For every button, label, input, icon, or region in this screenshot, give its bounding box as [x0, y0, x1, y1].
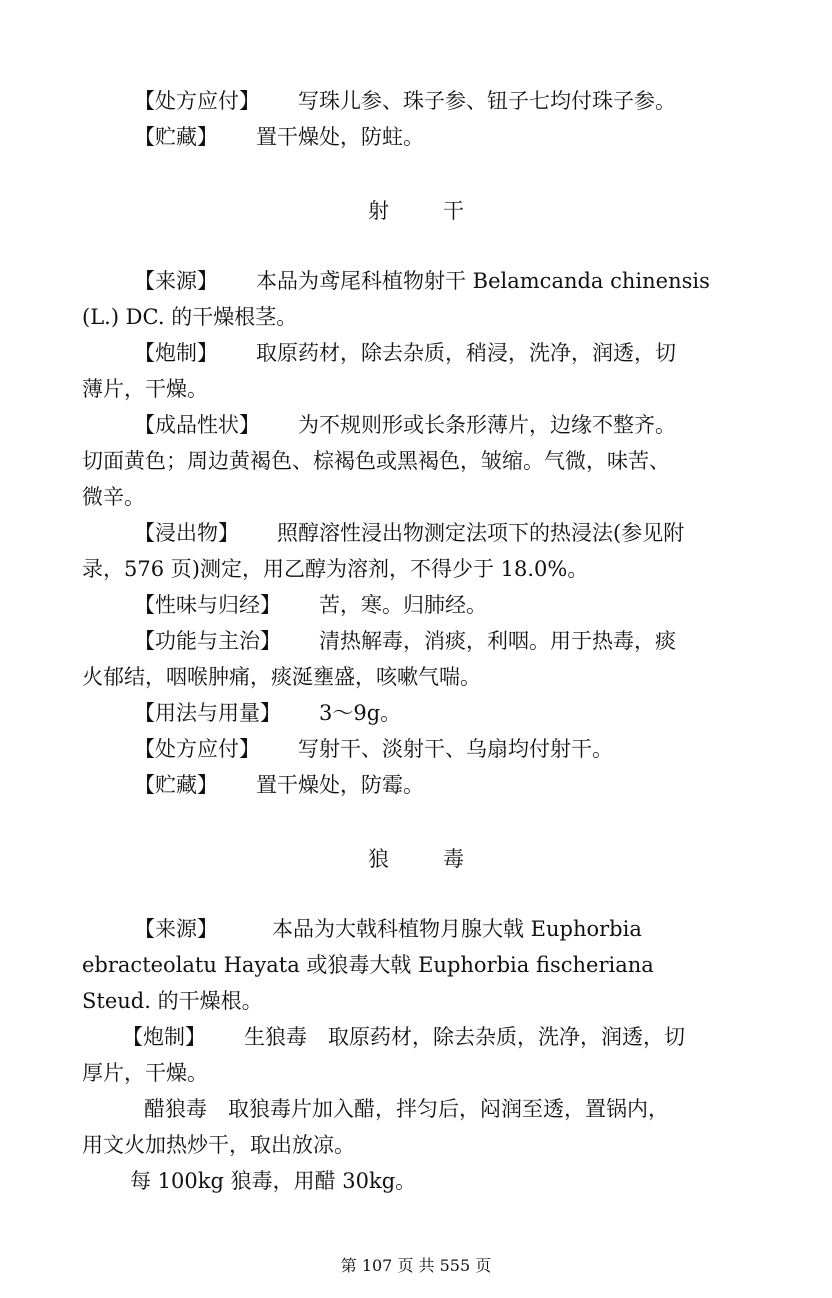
title-char-1: 射 [368, 199, 389, 223]
source-label: 【来源】 [134, 917, 218, 941]
page-footer [0, 1256, 832, 1276]
processing-text-1: 取原药材，除去杂质，稍浸，洗净，润透，切 [256, 341, 676, 365]
langdu-source-line-3 [82, 988, 263, 1014]
nature-line [134, 592, 487, 618]
source-text-2: ebracteolatu Hayata 或狼毒大戟 Euphorbia fischeriana [82, 953, 654, 977]
page-number: 第 107 页 共 555 页 [340, 1256, 492, 1275]
langdu-source-line-2 [82, 952, 654, 978]
processing-text-2: 薄片，干燥。 [82, 377, 208, 401]
traits-text-2: 切面黄色；周边黄褐色、棕褐色或黑褐色，皱缩。气微，味苦、 [82, 449, 670, 473]
processing-line-2 [82, 376, 208, 402]
source-text-3: Steud. 的干燥根。 [82, 989, 263, 1013]
traits-line-2 [82, 448, 670, 474]
vinegar-line-2 [82, 1132, 355, 1158]
function-text-2: 火郁结，咽喉肿痛，痰涎壅盛，咳嗽气喘。 [82, 665, 481, 689]
langdu-processing-line-2 [82, 1060, 208, 1086]
storage-text: 置干燥处，防霉。 [256, 773, 424, 797]
storage-line [134, 772, 424, 798]
ratio-text: 每 100kg 狼毒，用醋 30kg。 [130, 1169, 417, 1193]
langdu-source-line-1 [134, 916, 642, 942]
title-char-2: 干 [443, 199, 464, 223]
storage-text: 置干燥处，防蛀。 [256, 125, 424, 149]
traits-label: 【成品性状】 [134, 413, 260, 437]
prescription-line-top [134, 88, 676, 114]
extract-label: 【浸出物】 [134, 521, 239, 545]
extract-line-1 [134, 520, 684, 546]
source-line-1 [134, 268, 710, 294]
vinegar-line-1 [144, 1096, 669, 1122]
section-title-shegan [0, 198, 832, 224]
title-char-2: 毒 [443, 847, 464, 871]
function-text-1: 清热解毒，消痰，利咽。用于热毒，痰 [319, 629, 676, 653]
prescription-text: 写射干、淡射干、乌扇均付射干。 [298, 737, 613, 761]
prescription-label: 【处方应付】 [134, 737, 260, 761]
nature-text: 苦，寒。归肺经。 [319, 593, 487, 617]
source-line-2 [82, 304, 297, 330]
processing-label: 【炮制】 [122, 1025, 206, 1049]
extract-text-2: 录，576 页)测定，用乙醇为溶剂，不得少于 18.0%。 [82, 557, 589, 581]
storage-label: 【贮藏】 [134, 773, 218, 797]
dosage-line [134, 700, 401, 726]
source-text-1: 本品为大戟科植物月腺大戟 Euphorbia [272, 917, 642, 941]
processing-line-1 [134, 340, 676, 366]
section-title-langdu [0, 846, 832, 872]
vinegar-text-1: 醋狼毒 取狼毒片加入醋，拌匀后，闷润至透，置锅内， [144, 1097, 669, 1121]
dosage-label: 【用法与用量】 [134, 701, 281, 725]
ratio-line [130, 1168, 416, 1194]
function-line-1 [134, 628, 676, 654]
source-text-2: (L.) DC. 的干燥根茎。 [82, 305, 298, 329]
extract-text-1: 照醇溶性浸出物测定法项下的热浸法(参见附 [277, 521, 685, 545]
vinegar-text-2: 用文火加热炒干，取出放凉。 [82, 1133, 355, 1157]
traits-line-1 [134, 412, 676, 438]
traits-text-3: 微辛。 [82, 485, 145, 509]
prescription-line [134, 736, 613, 762]
dosage-text: 3～9g。 [319, 701, 402, 725]
storage-line-top [134, 124, 424, 150]
traits-line-3 [82, 484, 145, 510]
prescription-label: 【处方应付】 [134, 89, 260, 113]
title-char-1: 狼 [368, 847, 389, 871]
processing-label: 【炮制】 [134, 341, 218, 365]
function-label: 【功能与主治】 [134, 629, 281, 653]
source-text-1: 本品为鸢尾科植物射干 Belamcanda chinensis [256, 269, 710, 293]
processing-text-1: 生狼毒 取原药材，除去杂质，洗净，润透，切 [244, 1025, 685, 1049]
processing-text-2: 厚片，干燥。 [82, 1061, 208, 1085]
storage-label: 【贮藏】 [134, 125, 218, 149]
extract-line-2 [82, 556, 588, 582]
langdu-processing-line-1 [122, 1024, 685, 1050]
function-line-2 [82, 664, 481, 690]
source-label: 【来源】 [134, 269, 218, 293]
nature-label: 【性味与归经】 [134, 593, 281, 617]
prescription-text: 写珠儿参、珠子参、钮子七均付珠子参。 [298, 89, 676, 113]
traits-text-1: 为不规则形或长条形薄片，边缘不整齐。 [298, 413, 676, 437]
